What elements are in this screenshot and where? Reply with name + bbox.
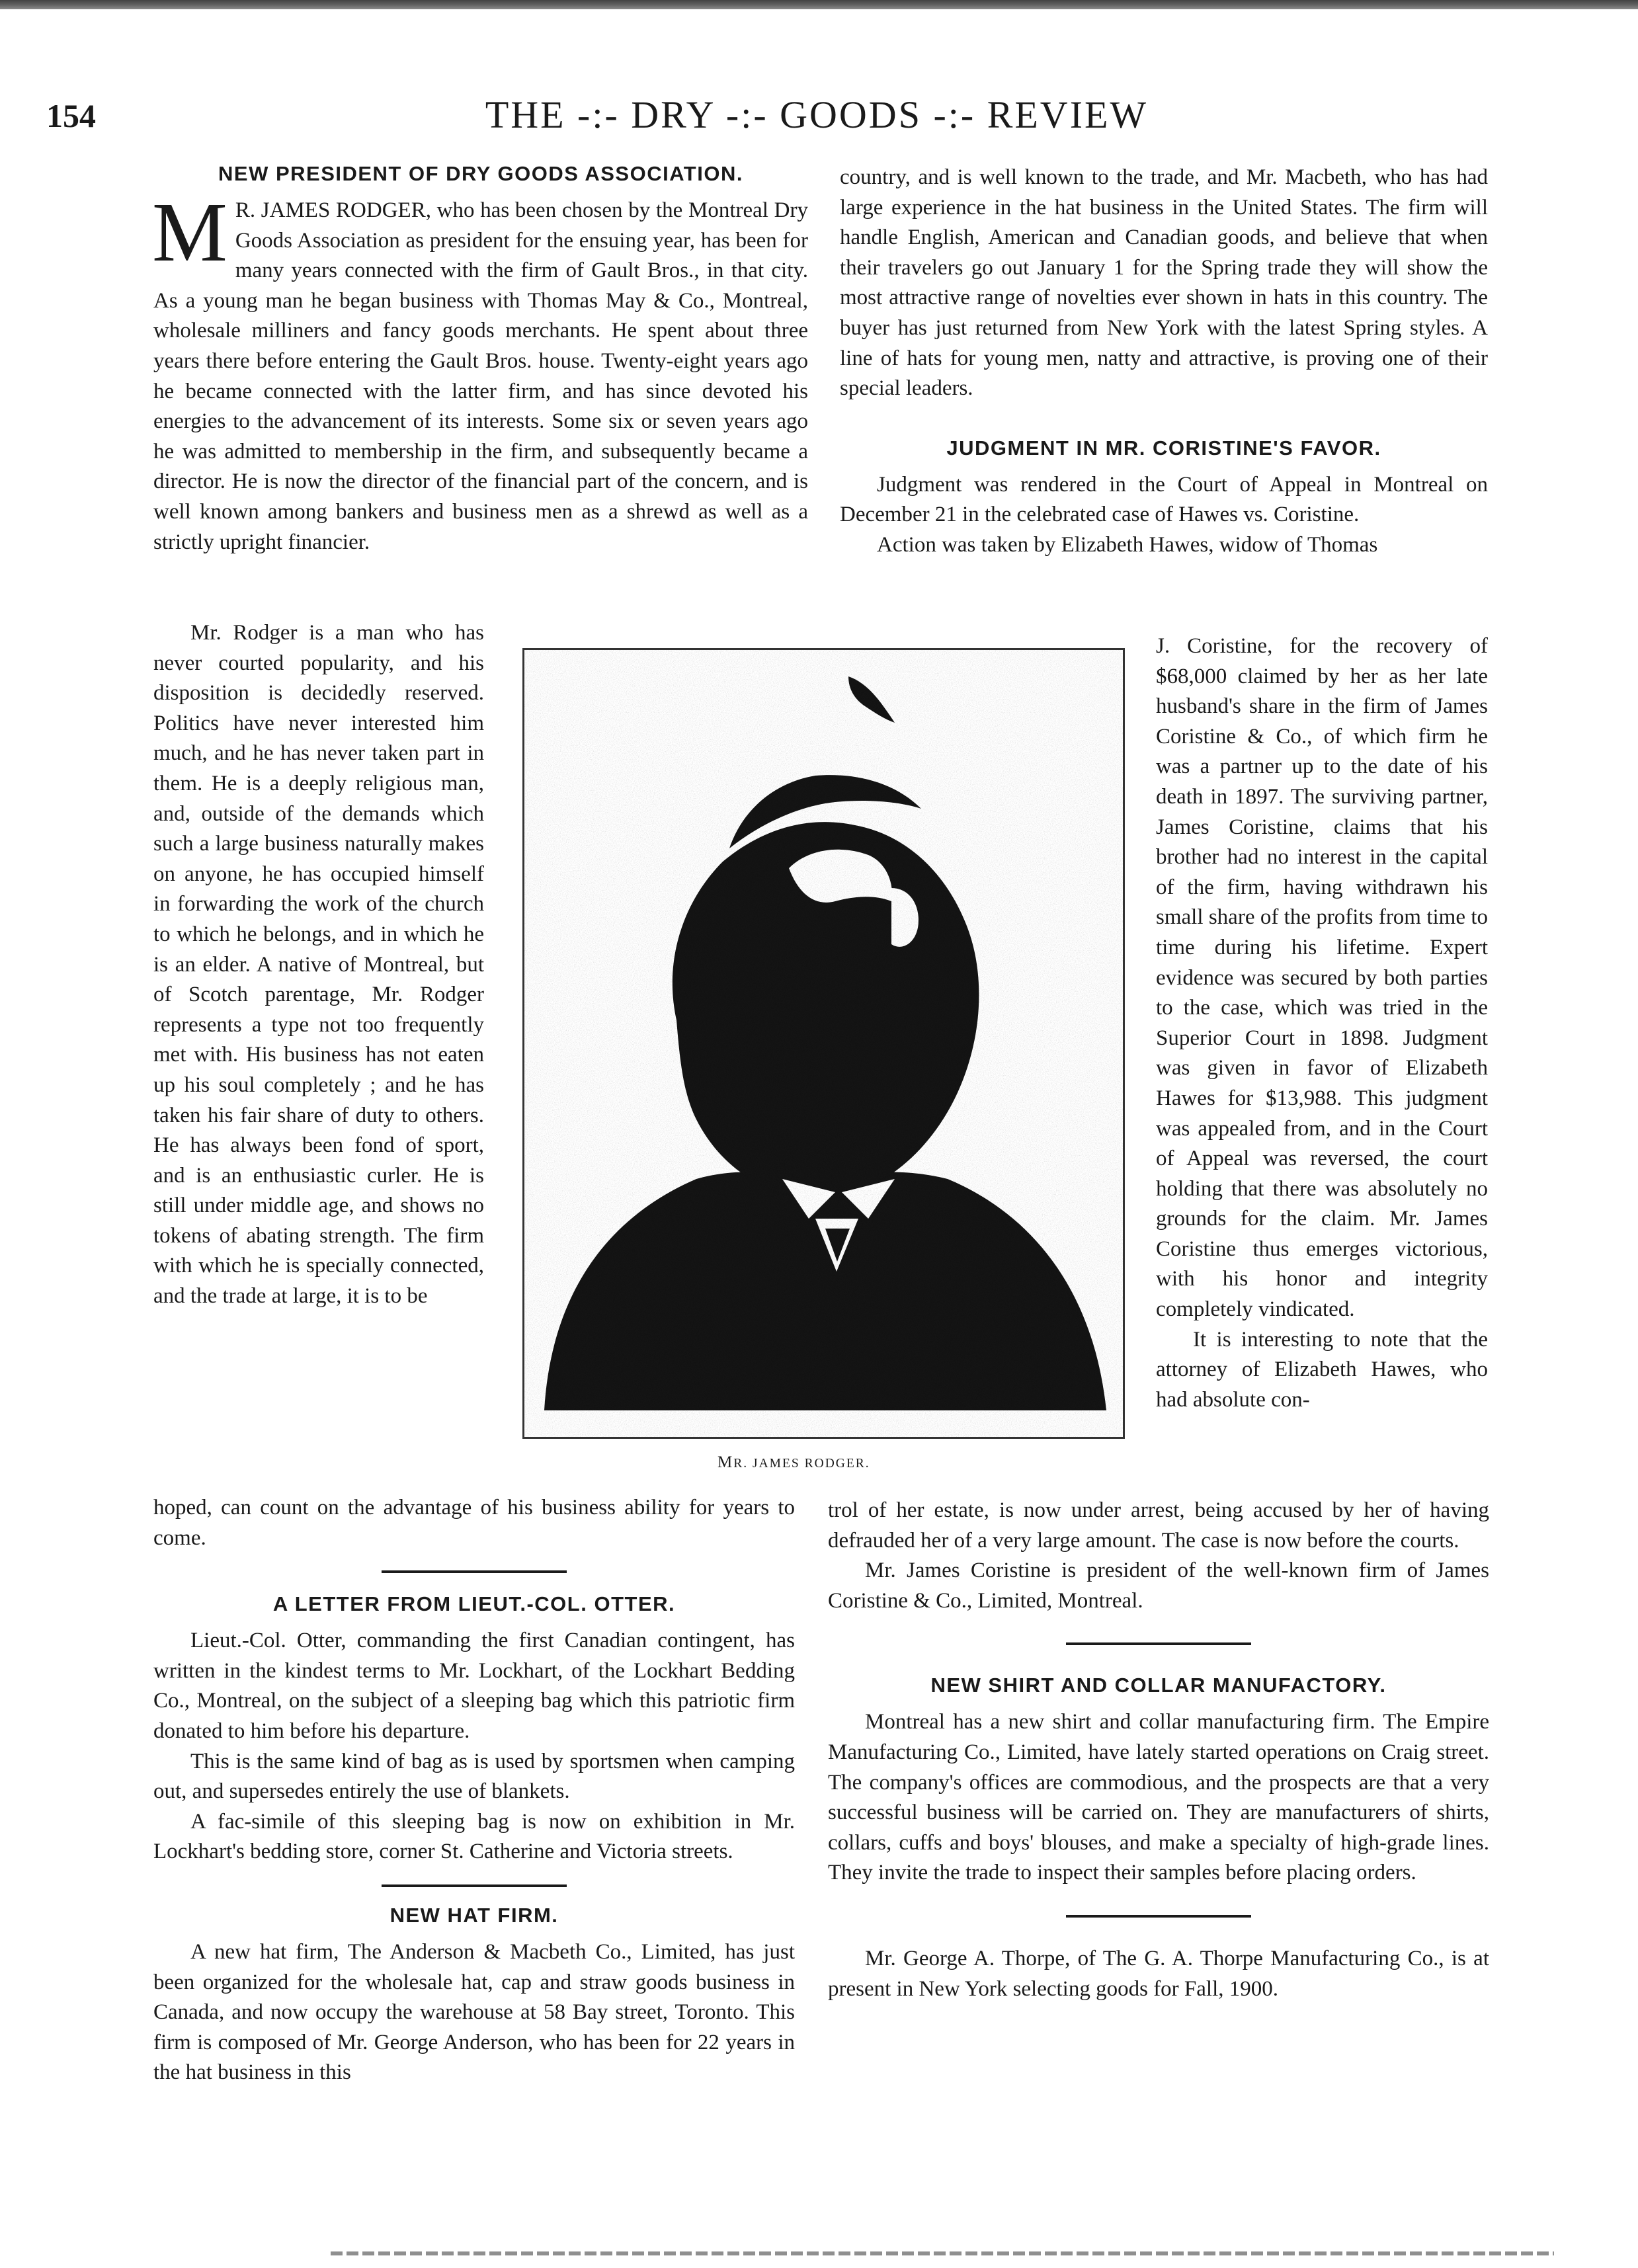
portrait-photo [522,648,1125,1439]
coristine-p2-start: Action was taken by Elizabeth Hawes, widow of Thomas [877,532,1378,557]
photo-caption [717,1453,870,1472]
right-top [840,163,1488,561]
scan-bottom-edge [331,2251,1554,2255]
hat-firm-continued: country, and is well known to the trade, and Mr. Macbeth, who has had large experience in the hat business in the United States. The firm will handle English, American and Canadian goods, and believe that when their travelers go out January 1 for the Spring trade they will show the most attractive range of novelties ever shown in hats in this country. The buyer has just returned from New York with the latest Spring styles. A line of hats for young men, natty and attractive, is proving one of their special leaders. [840,165,1488,401]
otter-p1: Lieut.-Col. Otter, commanding the first Canadian contingent, has written in the kindest terms to Mr. Lockhart, of the Lockhart Bedding Co., Montreal, on the subject of a sleeping bag which this patriotic firm donated to him before his departure. [153,1629,795,1743]
right-lower [828,1496,1489,2004]
coristine-p3-cont: trol of her estate, is now under arrest, being accused by her of having defrauded her of a very large amount. The case is now before the courts. [828,1498,1489,1553]
drop-cap: M [152,185,227,279]
coristine-p2-side: J. Coristine, for the recovery of $68,000 claimed by her as her late husband's share in the firm of James Coristine & Co., of which firm he was a partner up to the date of his death in 1897. The surviving partner, James Coristine, claims that his brother had no interest in the capital of the firm, having withdrawn his small share of the profits from time to time during his lifetime. Expert evidence was secured by both parties to the case, which was tried in the Superior Court in 1898. Judgment was given in favor of Elizabeth Hawes for $13,988. This judgment was appealed from, and in the Court of Appeal was reversed, the court holding that there was absolutely no grounds for the claim. Mr. James Coristine thus emerges victorious, with his honor and integrity completely vindicated. [1156,634,1488,1322]
shirt-p1: Montreal has a new shirt and collar manufacturing firm. The Empire Manufacturing Co., Limited, have lately started operations on Craig street. The company's offices are commodious, and the prospects are that a very successful business will be carried on. They are manufacturers of shirts, collars, cuffs and boys' blouses, and make a specialty of high-grade lines. They invite the trade to inspect their samples before placing orders. [828,1710,1489,1885]
portrait-illustration [524,650,1123,1437]
running-title: THE -:- DRY -:- GOODS -:- REVIEW [485,93,1149,136]
side-paragraph: Mr. Rodger is a man who has never courted popularity, and his disposition is decidedly reserved. Politics have never interested him much, and he has never taken part in them. He is a deeply religious man, and, outside of the demands which such a large business naturally makes on anyone, he has occupied himself in forwarding the work of the church to which he belongs, and in which he is an elder. A native of Montreal, but of Scotch parentage, Mr. Rodger represents a type not too frequently met with. His business has not eaten up his soul completely ; and he has taken his fair share of duty to others. He has always been fond of sport, and is an enthusiastic curler. He is still under middle age, and shows no tokens of abating strength. The firm with which he is specially connected, and the trade at large, it is to be [153,621,484,1309]
otter-p3: A fac-simile of this sleeping bag is now on exhibition in Mr. Lockhart's bedding store, corner St. Catherine and Victoria streets. [153,1809,795,1864]
left-lower [153,1493,795,2088]
caption-text: R. JAMES RODGER. [733,1457,870,1471]
page-number: 154 [46,97,96,134]
new-president-lead [152,185,808,557]
coristine-p4: Mr. James Coristine is president of the well-known firm of James Coristine & Co., Limited, Montreal. [828,1559,1489,1613]
article-new-president [153,160,808,557]
heading-shirt: NEW SHIRT AND COLLAR MANUFACTORY. [930,1674,1387,1697]
new-president-side [153,618,484,1312]
scan-top-edge [0,0,1638,9]
heading-otter: A LETTER FROM LIEUT.-COL. OTTER. [272,1592,676,1616]
coristine-side [1156,631,1488,1415]
heading-hat-firm: NEW HAT FIRM. [389,1903,559,1927]
thorpe-p1: Mr. George A. Thorpe, of The G. A. Thorpe Manufacturing Co., is at present in New York selecting goods for Fall, 1900. [828,1946,1489,2001]
new-president-tail: hoped, can count on the advantage of his business ability for years to come. [153,1496,795,1550]
otter-p2: This is the same kind of bag as is used by sportsmen when camping out, and supersedes entirely the use of blankets. [153,1749,795,1804]
hat-firm-p1: A new hat firm, The Anderson & Macbeth Co., Limited, has just been organized for the wholesale hat, cap and straw goods business in Canada, and now occupy the warehouse at 58 Bay street, Toronto. This firm is composed of Mr. George Anderson, who has been for 22 years in the hat business in this [153,1939,795,2085]
lead-text: R. JAMES RODGER, who has been chosen by the Montreal Dry Goods Association as president for the ensuing year, has been for many years connected with the firm of Gault Bros., in that city. As a young man he began business with Thomas May & Co., Montreal, wholesale milliners and fancy goods merchants. He spent about three years there before entering the Gault Bros. house. Twenty-eight years ago he became connected with the latter firm, and has since devoted his energies to the advancement of its interests. Some six or seven years ago he was admitted to membership in the firm, and subsequently became a director. He is now the director of the financial part of the concern, and is well known among bankers and business men as a shrewd as well as a strictly upright financier. [153,198,808,554]
heading-coristine: JUDGMENT IN MR. CORISTINE'S FAVOR. [946,436,1381,460]
page-header [46,93,1587,145]
coristine-p1: Judgment was rendered in the Court of Appeal in Montreal on December 21 in the celebrated case of Hawes vs. Coristine. [840,472,1488,527]
coristine-p3-side: It is interesting to note that the attorney of Elizabeth Hawes, who had absolute con- [1156,1327,1488,1412]
caption-initial: M [717,1453,734,1471]
heading-new-president: NEW PRESIDENT OF DRY GOODS ASSOCIATION. [218,162,743,185]
